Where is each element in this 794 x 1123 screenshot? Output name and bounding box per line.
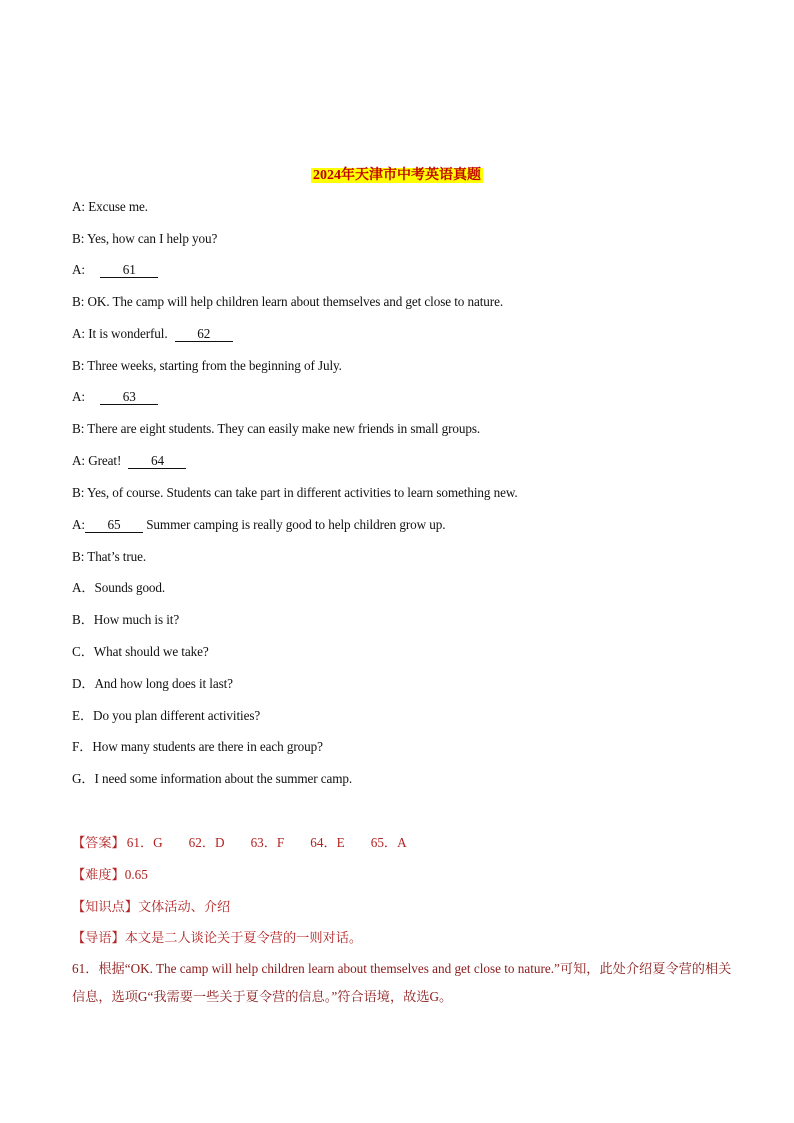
dialogue-text: Excuse me. bbox=[88, 199, 148, 214]
dialogue-text: It is wonderful. bbox=[88, 326, 168, 341]
answer-blank-63: 63 bbox=[100, 390, 158, 405]
knowledge-value: 文体活动、介绍 bbox=[137, 899, 231, 914]
page-title-wrap bbox=[0, 164, 794, 184]
answer-blank-62: 62 bbox=[175, 327, 233, 342]
difficulty-value: 0.65 bbox=[124, 867, 148, 882]
dialogue-line-3 bbox=[72, 261, 158, 279]
dialogue-text: Summer camping is really good to help children grow up. bbox=[146, 517, 446, 532]
dialogue-text: OK. The camp will help children learn about themselves and get close to nature. bbox=[87, 294, 504, 309]
answer-blank-61: 61 bbox=[100, 263, 158, 278]
answer-label: 【答案】 bbox=[72, 835, 125, 850]
option-c: C．What should we take? bbox=[72, 644, 209, 659]
speaker: B: bbox=[72, 485, 85, 500]
speaker: A: bbox=[72, 453, 85, 468]
speaker: B: bbox=[72, 294, 85, 309]
knowledge-label: 【知识点】 bbox=[72, 899, 138, 914]
dialogue-text: There are eight students. They can easily make new friends in small groups. bbox=[87, 421, 481, 436]
speaker: B: bbox=[72, 549, 85, 564]
speaker: A: bbox=[72, 326, 85, 341]
answer-item: 62．D bbox=[188, 835, 225, 850]
speaker: A: bbox=[72, 262, 85, 277]
dialogue-line-7 bbox=[72, 388, 158, 406]
option-e: E．Do you plan different activities? bbox=[72, 708, 261, 723]
dialogue-line-2 bbox=[72, 230, 217, 248]
dialogue-line-12 bbox=[72, 548, 146, 566]
answer-item: 61．G bbox=[126, 835, 163, 850]
option-a: A．Sounds good. bbox=[72, 580, 166, 595]
option-f: F．How many students are there in each group? bbox=[72, 739, 323, 754]
dialogue-line-11 bbox=[72, 516, 445, 534]
page-title: 2024年天津市中考英语真题 bbox=[313, 168, 481, 183]
answer-row bbox=[72, 834, 433, 852]
dialogue-line-10 bbox=[72, 484, 518, 502]
answer-blank-64: 64 bbox=[128, 454, 186, 469]
difficulty-label: 【难度】 bbox=[72, 867, 125, 882]
knowledge-row bbox=[72, 898, 230, 916]
answer-item: 65．A bbox=[370, 835, 407, 850]
speaker: B: bbox=[72, 231, 85, 246]
dialogue-line-8 bbox=[72, 420, 480, 438]
dialogue-text: Great! bbox=[88, 453, 122, 468]
speaker: A: bbox=[72, 199, 85, 214]
option-d: D．And how long does it last? bbox=[72, 676, 233, 691]
difficulty-row bbox=[72, 866, 148, 884]
dialogue-text: Yes, of course. Students can take part in different activities to learn something new. bbox=[86, 485, 518, 500]
guide-value: 本文是二人谈论关于夏令营的一则对话。 bbox=[124, 930, 363, 945]
dialogue-line-5 bbox=[72, 325, 233, 343]
speaker: A: bbox=[72, 517, 85, 532]
speaker: B: bbox=[72, 421, 85, 436]
answer-item: 63．F bbox=[250, 835, 285, 850]
dialogue-line-6 bbox=[72, 357, 342, 375]
option-b: B．How much is it? bbox=[72, 612, 180, 627]
dialogue-line-1 bbox=[72, 198, 148, 216]
dialogue-text: Three weeks, starting from the beginning of July. bbox=[87, 358, 342, 373]
speaker: B: bbox=[72, 358, 85, 373]
dialogue-line-4 bbox=[72, 293, 503, 311]
guide-label: 【导语】 bbox=[72, 930, 125, 945]
dialogue-text: That’s true. bbox=[87, 549, 147, 564]
dialogue-line-9 bbox=[72, 452, 186, 470]
guide-row bbox=[72, 929, 362, 947]
explanation-paragraph: 61．根据“OK. The camp will help children learn about themselves and get close to nature.”可知，此处介绍夏令营的相关信息，选项G“我需要一些关于夏令营的信息。”符合语境，故选G。 bbox=[72, 961, 732, 1004]
speaker: A: bbox=[72, 389, 85, 404]
answer-item: 64．E bbox=[310, 835, 345, 850]
option-g: G．I need some information about the summer camp. bbox=[72, 771, 353, 786]
answer-blank-65: 65 bbox=[85, 518, 143, 533]
dialogue-text: Yes, how can I help you? bbox=[86, 231, 218, 246]
